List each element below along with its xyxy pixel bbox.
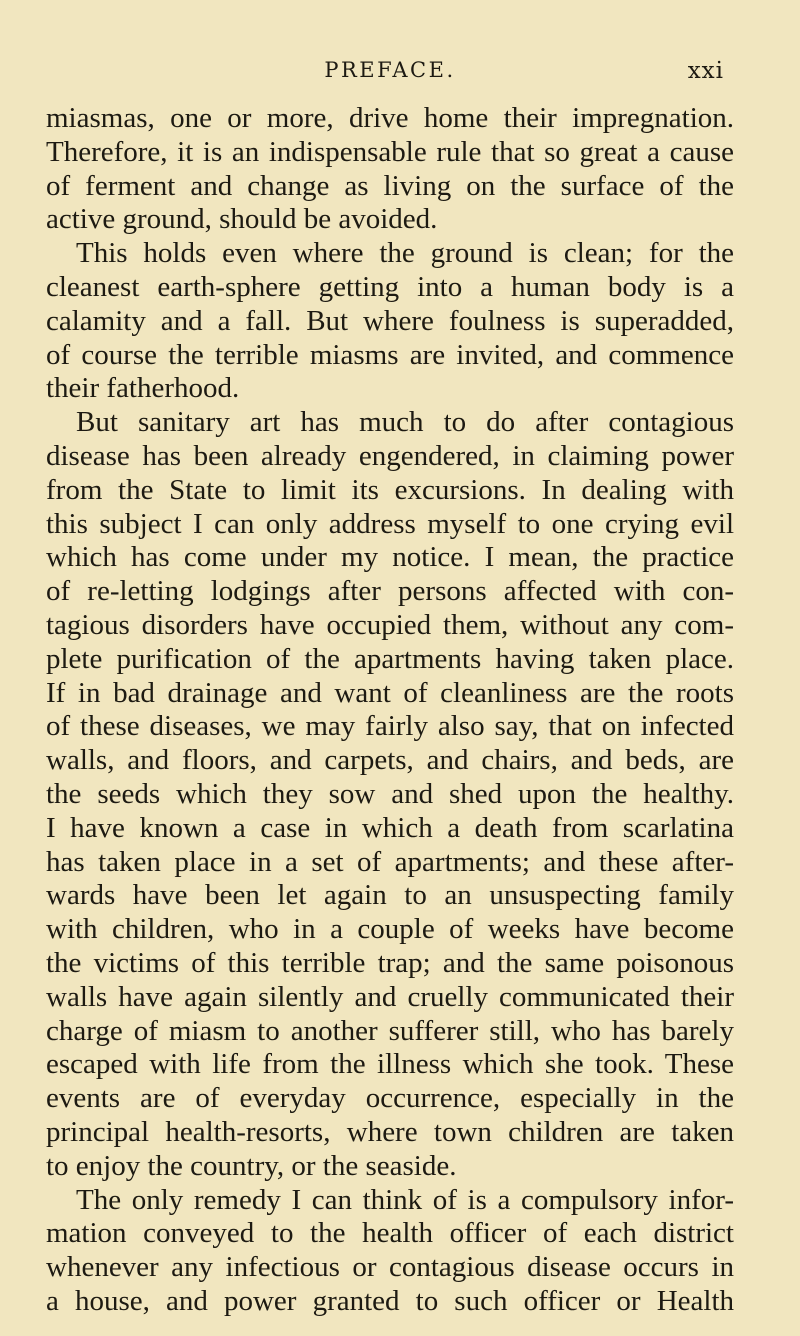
running-title: PREFACE.	[324, 58, 456, 82]
text-line: of course the terrible miasms are invited, and commence	[46, 338, 734, 371]
text-line: If in bad drainage and want of cleanliness are the roots	[46, 676, 734, 709]
text-line: miasmas, one or more, drive home their impregnation.	[46, 102, 734, 134]
text-line: This holds even where the ground is clean; for the	[76, 237, 734, 270]
text-line: whenever any infectious or contagious disease occurs in	[46, 1251, 734, 1284]
text-line: to enjoy the country, or the seaside.	[46, 1149, 457, 1182]
text-line: of re-letting lodgings after persons affected with con-	[46, 575, 734, 608]
running-head	[46, 58, 734, 94]
text-line: principal health-resorts, where town children are taken	[46, 1115, 734, 1148]
text-line: from the State to limit its excursions. In dealing with	[46, 473, 734, 506]
text-line: I have known a case in which a death from scarlatina	[46, 811, 734, 844]
text-line: events are of everyday occurrence, especially in the	[46, 1082, 734, 1115]
text-line: Therefore, it is an indispensable rule that so great a cause	[46, 135, 734, 168]
text-line: disease has been already engendered, in claiming power	[46, 439, 734, 472]
body-text	[46, 102, 734, 1319]
text-line: escaped with life from the illness which she took. These	[46, 1048, 734, 1081]
text-line: walls, and floors, and carpets, and chairs, and beds, are	[46, 744, 734, 777]
text-line: calamity and a fall. But where foulness is superadded,	[46, 304, 734, 337]
text-line: their fatherhood.	[46, 372, 240, 405]
text-line: charge of miasm to another sufferer still, who has barely	[46, 1014, 734, 1047]
text-line: walls have again silently and cruelly communicated their	[46, 980, 734, 1013]
text-line: with children, who in a couple of weeks have become	[46, 913, 734, 946]
text-line: plete purification of the apartments having taken place.	[46, 642, 734, 675]
text-line: which has come under my notice. I mean, the practice	[46, 541, 734, 574]
page-number: xxi	[687, 58, 724, 84]
text-line: active ground, should be avoided.	[46, 203, 438, 236]
text-line: But sanitary art has much to do after contagious	[76, 406, 734, 439]
text-line: the seeds which they sow and shed upon the healthy.	[46, 777, 734, 810]
text-line: of ferment and change as living on the surface of the	[46, 169, 734, 202]
text-line: mation conveyed to the health officer of each district	[46, 1217, 734, 1250]
text-line: this subject I can only address myself to one crying evil	[46, 507, 734, 540]
text-line: of these diseases, we may fairly also say, that on infected	[46, 710, 734, 743]
text-line: a house, and power granted to such officer or Health	[46, 1284, 734, 1317]
text-line: tagious disorders have occupied them, without any com-	[46, 608, 734, 641]
text-line: has taken place in a set of apartments; and these after-	[46, 845, 734, 878]
text-line: cleanest earth-sphere getting into a human body is a	[46, 270, 734, 303]
text-line: the victims of this terrible trap; and the same poisonous	[46, 946, 734, 979]
text-line: The only remedy I can think of is a compulsory infor-	[76, 1183, 734, 1216]
text-line: wards have been let again to an unsuspecting family	[46, 879, 734, 912]
